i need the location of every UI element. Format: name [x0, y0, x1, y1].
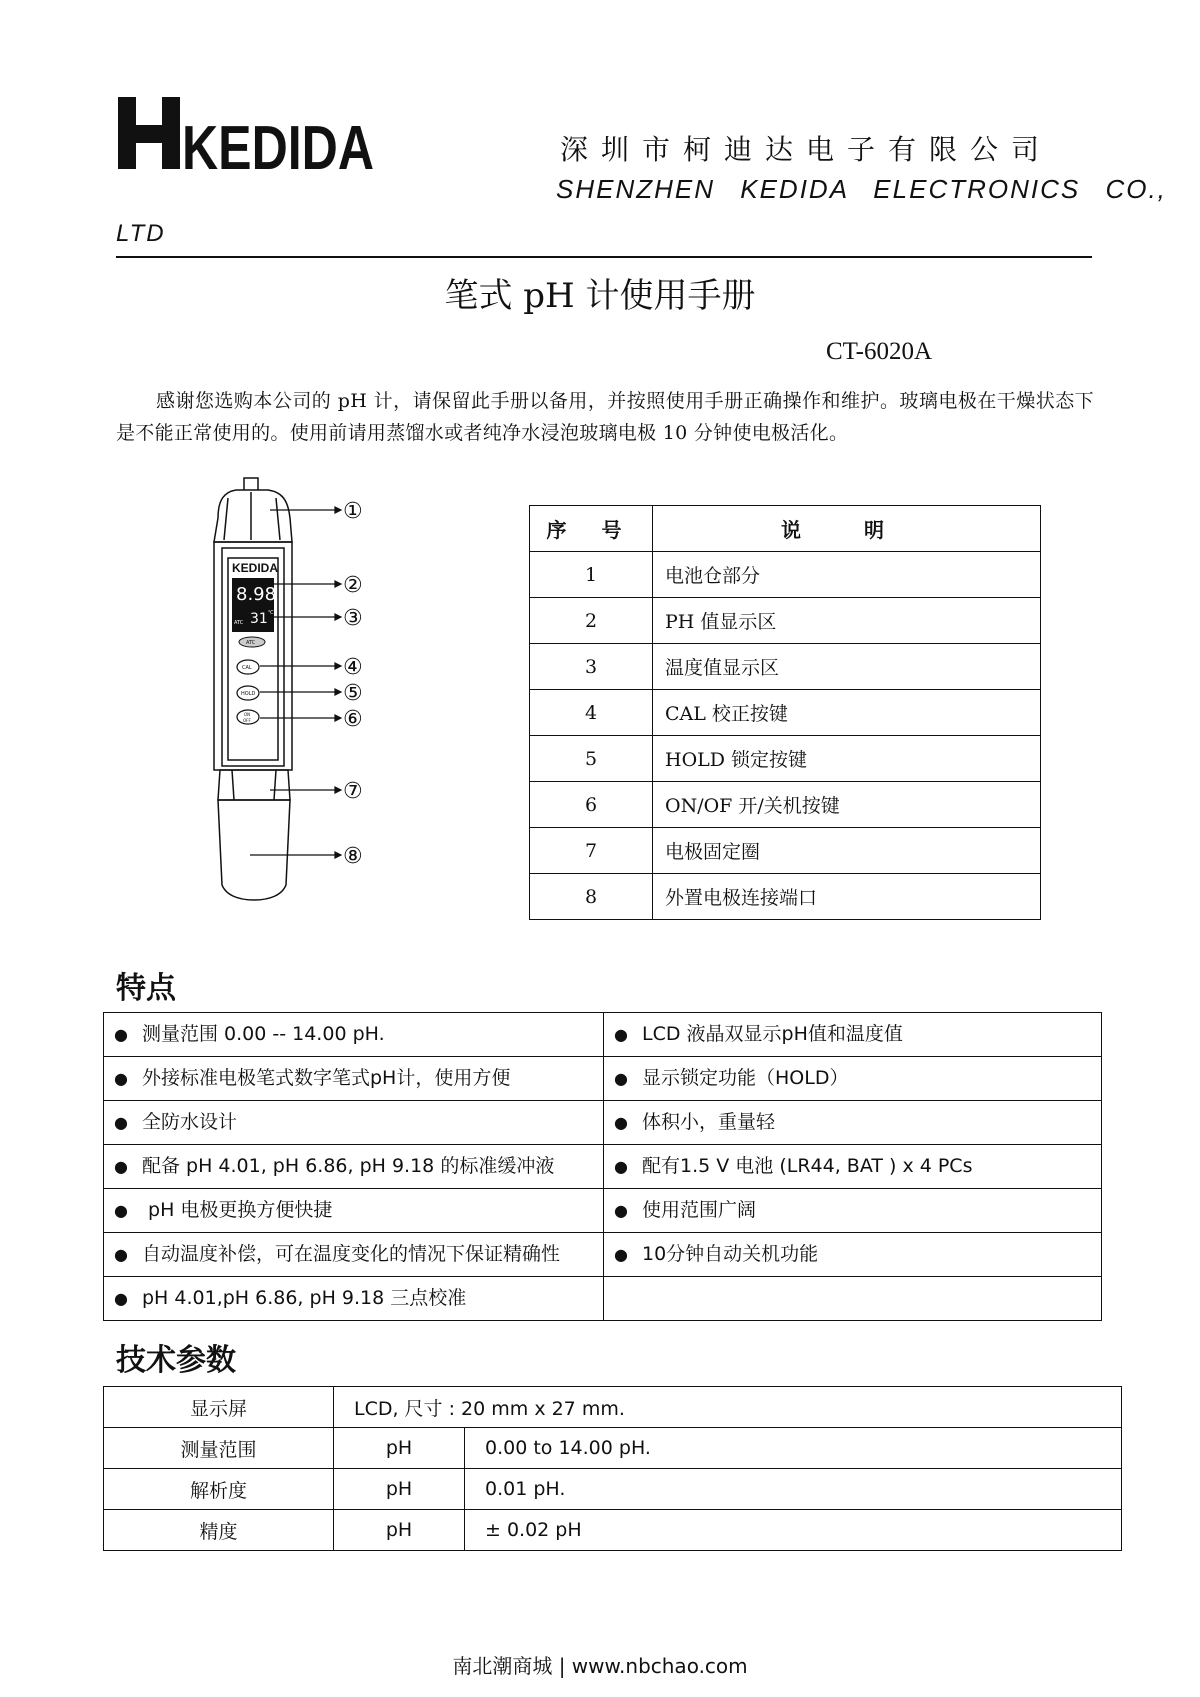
spec-value: 0.00 to 14.00 pH.: [465, 1428, 1122, 1469]
company-name-en-tail: LTD: [116, 220, 166, 247]
table-row: [104, 1277, 1102, 1321]
parts-header-description: 说 明: [653, 506, 1041, 552]
feature-item: pH 电极更换方便快捷: [142, 1199, 333, 1221]
spec-unit: pH: [334, 1469, 465, 1510]
model-number: CT-6020A: [826, 338, 933, 365]
cap-top: [244, 478, 258, 490]
part-number: 4: [530, 690, 653, 736]
spec-value: ± 0.02 pH: [465, 1510, 1122, 1551]
feature-item: 测量范围 0.00 -- 14.00 pH.: [142, 1023, 385, 1045]
table-row: [530, 644, 1041, 690]
table-row: [104, 1387, 1122, 1428]
bullet-icon: [114, 1107, 142, 1138]
header-divider: [116, 256, 1092, 258]
callout-2: ②: [343, 573, 363, 598]
feature-item: 配备 pH 4.01, pH 6.86, pH 9.18 的标准缓冲液: [142, 1155, 555, 1177]
ph-meter-illustration: [210, 470, 420, 960]
bullet-icon: [614, 1151, 642, 1182]
spec-label: 显示屏: [104, 1387, 334, 1428]
bullet-icon: [114, 1195, 142, 1226]
parts-table: [529, 505, 1041, 920]
part-number: 7: [530, 828, 653, 874]
parts-header-number: 序 号: [530, 506, 653, 552]
bullet-icon: [114, 1063, 142, 1094]
part-description: HOLD 锁定按键: [653, 736, 1041, 782]
part-description: 温度值显示区: [653, 644, 1041, 690]
feature-item: 外接标准电极笔式数字笔式pH计，使用方便: [142, 1067, 511, 1089]
callout-7: ⑦: [343, 779, 363, 804]
table-row: [530, 690, 1041, 736]
part-number: 6: [530, 782, 653, 828]
intro-paragraph: 感谢您选购本公司的 pH 计，请保留此手册以备用，并按照使用手册正确操作和维护。玻璃电极在干燥状态下是不能正常使用的。使用前请用蒸馏水或者纯净水浸泡玻璃电极 10 分钟使电极活化。: [116, 390, 1094, 444]
table-row: [104, 1057, 1102, 1101]
part-number: 5: [530, 736, 653, 782]
table-row: [104, 1013, 1102, 1057]
callout-3: ③: [343, 606, 363, 631]
company-name-en: SHENZHEN KEDIDA ELECTRONICS CO.,: [556, 174, 1167, 204]
callout-5: ⑤: [343, 681, 363, 706]
callout-1: ①: [343, 499, 363, 524]
feature-item: 使用范围广阔: [642, 1199, 757, 1221]
part-description: CAL 校正按键: [653, 690, 1041, 736]
atc-button-label: ATC: [246, 640, 256, 646]
part-description: 外置电极连接端口: [653, 874, 1041, 920]
table-row: [104, 1510, 1122, 1551]
feature-item: 体积小，重量轻: [642, 1111, 776, 1133]
bullet-icon: [114, 1151, 142, 1182]
company-name-cn: 深圳市柯迪达电子有限公司: [560, 133, 1053, 166]
part-description: 电极固定圈: [653, 828, 1041, 874]
part-number: 3: [530, 644, 653, 690]
part-number: 1: [530, 552, 653, 598]
part-number: 2: [530, 598, 653, 644]
specs-heading: 技术参数: [116, 1343, 236, 1378]
spec-value: LCD, 尺寸 : 20 mm x 27 mm.: [334, 1387, 1122, 1428]
cal-button-label: CAL: [242, 665, 252, 671]
spec-value: 0.01 pH.: [465, 1469, 1122, 1510]
bullet-icon: [614, 1019, 642, 1050]
electrode-collar: [218, 770, 290, 800]
spec-label: 精度: [104, 1510, 334, 1551]
table-row: [530, 782, 1041, 828]
table-row: [530, 828, 1041, 874]
feature-item: 全防水设计: [142, 1111, 238, 1133]
spec-unit: pH: [334, 1428, 465, 1469]
spec-label: 解析度: [104, 1469, 334, 1510]
table-row: [530, 736, 1041, 782]
spec-label: 测量范围: [104, 1428, 334, 1469]
spec-unit: pH: [334, 1510, 465, 1551]
callout-8: ⑧: [343, 844, 363, 869]
ph-reading: 8.98: [236, 584, 277, 605]
table-row: [104, 1101, 1102, 1145]
feature-item: 配有1.5 V 电池 (LR44, BAT ) x 4 PCs: [642, 1155, 973, 1177]
document-title: 笔式 pH 计使用手册: [444, 276, 756, 316]
table-row: [104, 1145, 1102, 1189]
lcd-atc-label: ATC: [234, 620, 244, 626]
table-row: [104, 1428, 1122, 1469]
table-row: [530, 598, 1041, 644]
part-description: ON/OF 开/关机按键: [653, 782, 1041, 828]
part-description: 电池仓部分: [653, 552, 1041, 598]
logo-wordmark: KEDIDA: [182, 114, 374, 183]
bullet-icon: [614, 1239, 642, 1270]
feature-item: 10分钟自动关机功能: [642, 1243, 819, 1265]
feature-item: 自动温度补偿，可在温度变化的情况下保证精确性: [142, 1243, 561, 1265]
feature-item: 显示锁定功能（HOLD）: [642, 1067, 849, 1089]
part-description: PH 值显示区: [653, 598, 1041, 644]
device-brand: KEDIDA: [232, 561, 279, 575]
table-row: [530, 874, 1041, 920]
features-table: [103, 1012, 1102, 1321]
features-heading: 特点: [116, 971, 176, 1006]
bullet-icon: [114, 1239, 142, 1270]
bullet-icon: [114, 1019, 142, 1050]
table-row: [530, 552, 1041, 598]
feature-item: pH 4.01,pH 6.86, pH 9.18 三点校准: [142, 1287, 467, 1309]
callout-6: ⑥: [343, 707, 363, 732]
power-on-label: ON: [244, 712, 251, 717]
callout-4: ④: [343, 655, 363, 680]
footer-source: 南北潮商城 | www.nbchao.com: [452, 1654, 748, 1678]
temp-reading: 31: [250, 611, 268, 627]
feature-item: LCD 液晶双显示pH值和温度值: [642, 1023, 903, 1045]
bullet-icon: [614, 1063, 642, 1094]
power-off-label: OFF: [243, 718, 251, 723]
specs-table: [103, 1386, 1122, 1551]
table-row: [104, 1189, 1102, 1233]
parts-table-header: [530, 506, 1041, 552]
meter-body: [214, 542, 292, 770]
part-number: 8: [530, 874, 653, 920]
hold-button-label: HOLD: [241, 691, 256, 697]
table-row: [104, 1469, 1122, 1510]
bullet-icon: [614, 1107, 642, 1138]
temp-unit: ℃: [268, 610, 274, 616]
electrode-sleeve: [218, 800, 290, 900]
bullet-icon: [114, 1283, 142, 1314]
table-row: [104, 1233, 1102, 1277]
bullet-icon: [614, 1195, 642, 1226]
kedida-logo: [118, 97, 378, 183]
